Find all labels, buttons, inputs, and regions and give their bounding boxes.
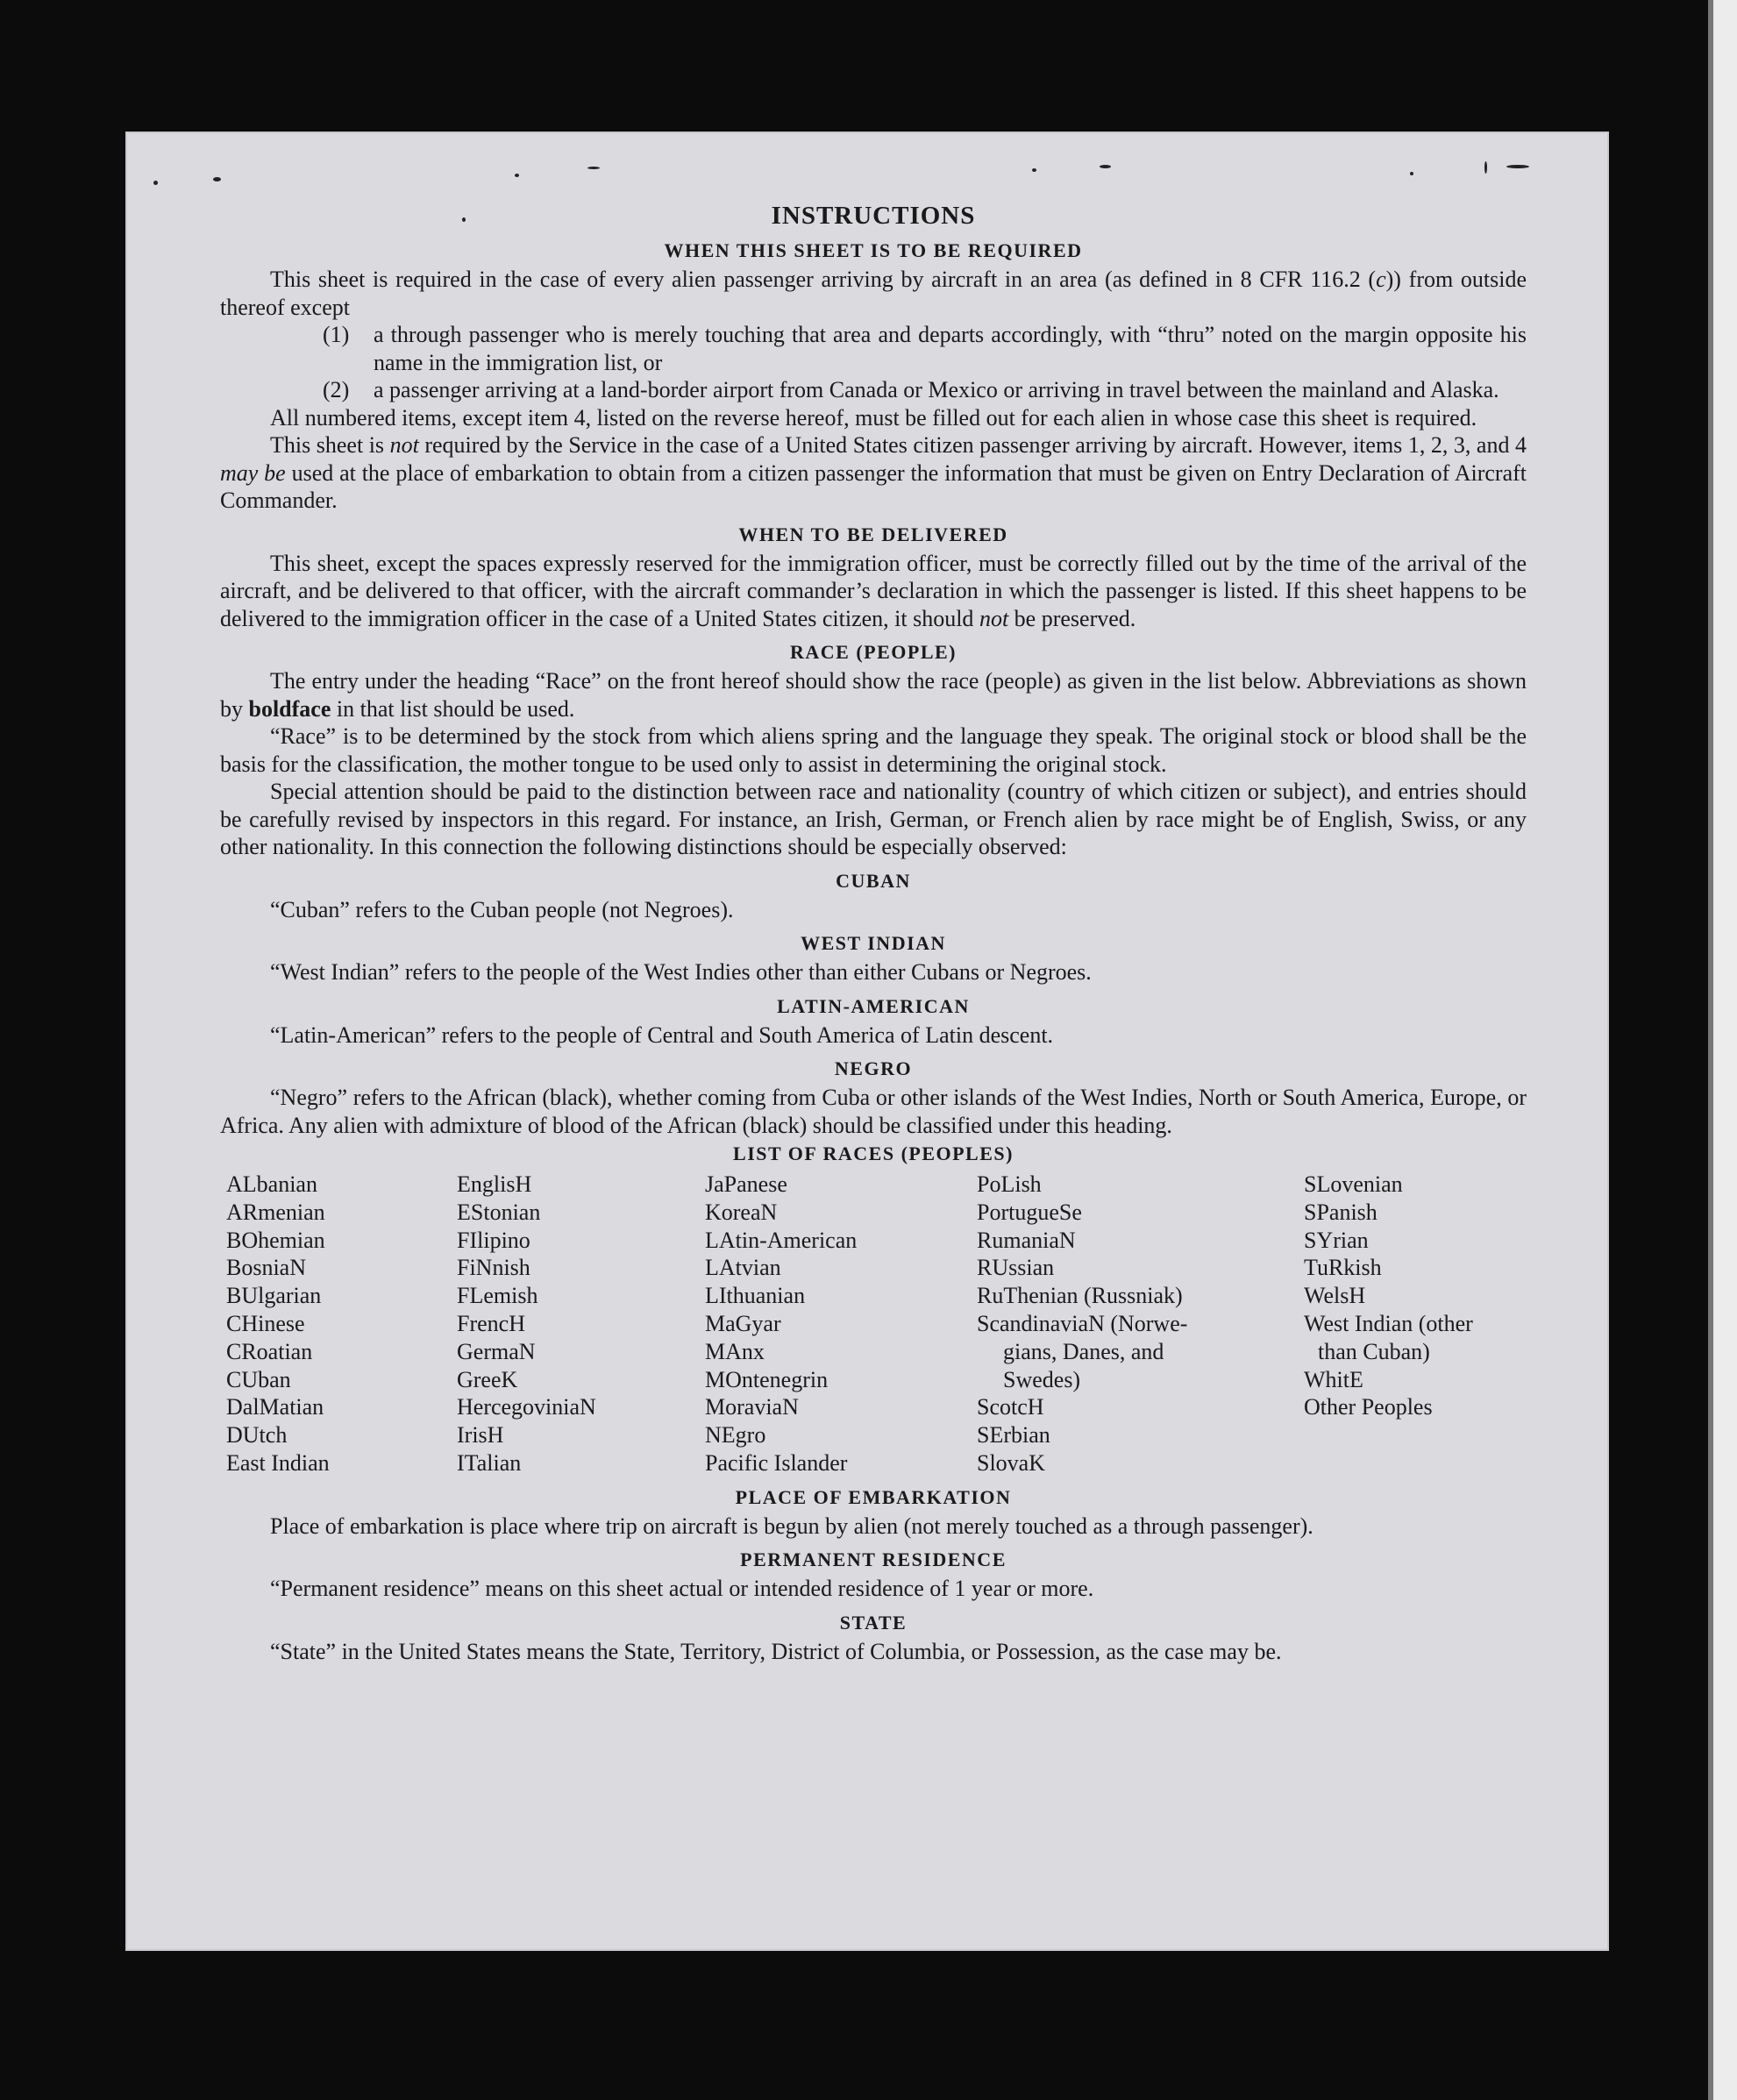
heading-race: RACE (PEOPLE) bbox=[790, 641, 957, 663]
race-entry: BosniaN bbox=[226, 1255, 306, 1281]
paragraph-race-entry: The entry under the heading “Race” on the front hereof should show the race (people) as given in the list below. Abbreviations as shown by boldface in that list should be used. bbox=[220, 668, 1527, 722]
heading-latin-american: LATIN-AMERICAN bbox=[777, 994, 970, 1017]
exception-item-2: (2) a passenger arriving at a land-border airport from Canada or Mexico or arriving in travel between the mainland and Alaska. bbox=[323, 377, 1499, 402]
race-entry: LAtvian bbox=[705, 1255, 781, 1281]
race-entry: IrisH bbox=[457, 1422, 504, 1449]
race-entry: East Indian bbox=[226, 1449, 330, 1476]
race-entry-continuation: Swedes) bbox=[1003, 1366, 1081, 1392]
race-entry: DUtch bbox=[226, 1422, 288, 1449]
text-latin-american: “Latin-American” refers to the people of Central and South America of Latin descent. bbox=[270, 1022, 1054, 1048]
heading-list-of-races: LIST OF RACES (PEOPLES) bbox=[733, 1143, 1014, 1164]
race-entry: MoraviaN bbox=[705, 1394, 799, 1420]
race-entry: SYrian bbox=[1304, 1227, 1369, 1253]
race-entry: LIthuanian bbox=[705, 1283, 806, 1309]
race-entry: ScotcH bbox=[977, 1394, 1044, 1420]
race-entry: ARmenian bbox=[226, 1199, 325, 1225]
race-entry: SPanish bbox=[1304, 1199, 1377, 1225]
race-entry: JaPanese bbox=[705, 1171, 787, 1197]
race-column-4 bbox=[977, 1171, 1304, 1477]
race-entry: PortugueSe bbox=[977, 1199, 1082, 1225]
race-entry: RUssian bbox=[977, 1255, 1055, 1281]
heading-west-indian: WEST INDIAN bbox=[801, 932, 946, 954]
race-entry: EStonian bbox=[457, 1199, 541, 1225]
heading-negro: NEGRO bbox=[834, 1057, 913, 1079]
race-entry: TuRkish bbox=[1304, 1255, 1382, 1281]
race-entry: Pacific Islander bbox=[705, 1449, 848, 1476]
race-column-5 bbox=[1304, 1171, 1532, 1477]
race-entry: KoreaN bbox=[705, 1199, 778, 1225]
race-entry: CUban bbox=[226, 1366, 291, 1392]
race-entry: SLovenian bbox=[1304, 1171, 1403, 1197]
text-negro: “Negro” refers to the African (black), whether coming from Cuba or other islands of the West Indies, North or South America, Europe, or Africa. Any alien with admixture of blood of the African (black) should be classified under this heading. bbox=[220, 1085, 1527, 1138]
text-west-indian: “West Indian” refers to the people of the West Indies other than either Cubans or Negroes. bbox=[270, 959, 1092, 985]
heading-cuban: CUBAN bbox=[836, 869, 911, 892]
text-embarkation: Place of embarkation is place where trip on aircraft is begun by alien (not merely touched as a through passenger). bbox=[270, 1513, 1313, 1539]
race-entry: MOntenegrin bbox=[705, 1366, 829, 1392]
scan-margin-strip bbox=[1708, 0, 1737, 2100]
race-list bbox=[226, 1171, 1527, 1477]
paragraph-when-delivered: This sheet, except the spaces expressly reserved for the immigration officer, must be correctly filled out by the time of the arrival of the aircraft, and be delivered to that officer, with the aircraft commander’s declaration in which the passenger is listed. If this sheet happens to be delivered to the immigration officer in the case of a United States citizen, it should not be preserved. bbox=[220, 550, 1527, 631]
instructions-body bbox=[220, 202, 1527, 1665]
race-entry: SlovaK bbox=[977, 1449, 1045, 1476]
race-entry: HercegoviniaN bbox=[457, 1394, 596, 1420]
document-page bbox=[125, 132, 1609, 1951]
race-entry: LAtin-American bbox=[705, 1227, 858, 1253]
race-entry: MAnx bbox=[705, 1338, 765, 1364]
race-entry: WhitE bbox=[1304, 1366, 1363, 1392]
race-entry: GreeK bbox=[457, 1366, 518, 1392]
race-entry: NEgro bbox=[705, 1422, 766, 1449]
race-entry: MaGyar bbox=[705, 1310, 781, 1336]
race-entry: RuThenian (Russniak) bbox=[977, 1283, 1183, 1309]
race-column-3 bbox=[705, 1171, 977, 1477]
race-entry: Other Peoples bbox=[1304, 1394, 1433, 1420]
heading-when-required: WHEN THIS SHEET IS TO BE REQUIRED bbox=[664, 239, 1083, 261]
race-entry: FiNnish bbox=[457, 1255, 530, 1281]
heading-embarkation: PLACE OF EMBARKATION bbox=[735, 1485, 1012, 1508]
race-entry: FLemish bbox=[457, 1283, 538, 1309]
text-cuban: “Cuban” refers to the Cuban people (not Negroes). bbox=[270, 896, 734, 922]
race-column-2 bbox=[457, 1171, 705, 1477]
race-entry: FrencH bbox=[457, 1310, 525, 1336]
race-entry: PoLish bbox=[977, 1171, 1042, 1197]
heading-state: STATE bbox=[839, 1611, 908, 1634]
race-entry: EnglisH bbox=[457, 1171, 532, 1197]
race-entry-continuation: gians, Danes, and bbox=[1003, 1338, 1164, 1364]
race-entry: DalMatian bbox=[226, 1394, 324, 1420]
paragraph-race-stock: “Race” is to be determined by the stock from which aliens spring and the language they speak. The original stock or blood shall be the basis for the classification, the mother tongue to be used only to assist in determining the original stock. bbox=[220, 723, 1527, 777]
race-entry: SErbian bbox=[977, 1422, 1050, 1449]
race-entry: WelsH bbox=[1304, 1283, 1366, 1309]
race-entry: FIlipino bbox=[457, 1227, 530, 1253]
heading-when-delivered: WHEN TO BE DELIVERED bbox=[738, 523, 1008, 545]
race-entry: GermaN bbox=[457, 1338, 536, 1364]
race-entry: West Indian (other bbox=[1304, 1310, 1473, 1336]
heading-permanent-residence: PERMANENT RESIDENCE bbox=[740, 1548, 1007, 1571]
paragraph-numbered-items: All numbered items, except item 4, listed on the reverse hereof, must be filled out for each alien in whose case this sheet is required. bbox=[270, 404, 1477, 431]
race-entry-continuation: than Cuban) bbox=[1318, 1338, 1430, 1364]
text-permanent-residence: “Permanent residence” means on this sheet actual or intended residence of 1 year or more. bbox=[270, 1576, 1094, 1602]
race-entry: ScandinaviaN (Norwe- bbox=[977, 1310, 1188, 1336]
race-entry: ITalian bbox=[457, 1449, 522, 1476]
paragraph-citizen: This sheet is not required by the Service in the case of a United States citizen passenger arriving by aircraft. However, items 1, 2, 3, and 4 may be used at the place of embarkation to obtain from a citizen passenger the information that must be given on Entry Declaration of Aircraft Commander. bbox=[220, 432, 1527, 513]
paragraph-when-required: This sheet is required in the case of every alien passenger arriving by aircraft in an area (as defined in 8 CFR 116.2 (c)) from outside thereof except bbox=[220, 267, 1527, 320]
paragraph-race-nationality: Special attention should be paid to the distinction between race and nationality (country of which citizen or subject), and entries should be carefully revised by inspectors in this regard. For instance, an Irish, German, or French alien by race might be of English, Swiss, or any other nationality. In this connection the following distinctions should be especially observed: bbox=[220, 779, 1527, 859]
race-entry: CHinese bbox=[226, 1310, 305, 1336]
race-entry: CRoatian bbox=[226, 1338, 313, 1364]
race-entry: RumaniaN bbox=[977, 1227, 1076, 1253]
exception-item-1: (1) a through passenger who is merely touching that area and departs accordingly, with “thru” noted on the margin opposite his name in the immigration list, or bbox=[323, 322, 1527, 375]
text-state: “State” in the United States means the State, Territory, District of Columbia, or Possession, as the case may be. bbox=[270, 1638, 1282, 1664]
race-column-1 bbox=[226, 1171, 457, 1477]
race-entry: BUlgarian bbox=[226, 1283, 322, 1309]
race-entry: ALbanian bbox=[226, 1171, 317, 1197]
page-title: INSTRUCTIONS bbox=[771, 202, 976, 230]
race-entry: BOhemian bbox=[226, 1227, 325, 1253]
